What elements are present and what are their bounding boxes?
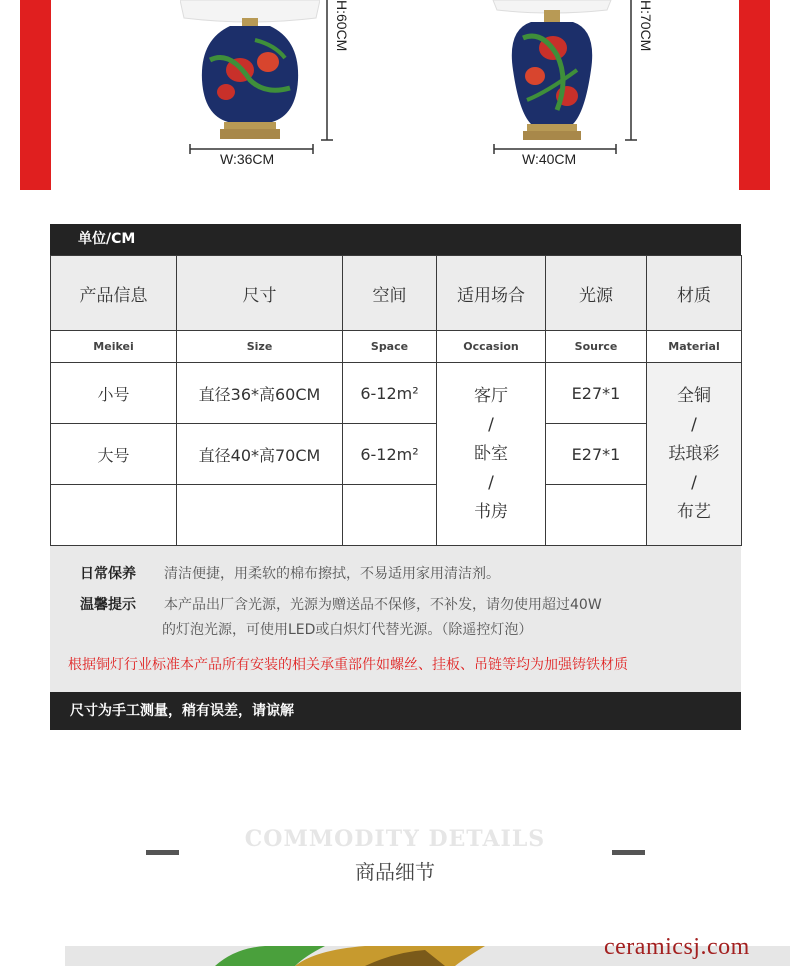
unit-header: 单位/CM	[50, 224, 741, 255]
header-row-en	[51, 331, 742, 363]
daily-care-text: 清洁便捷，用柔软的棉布擦拭，不易适用家用清洁剂。	[164, 566, 500, 582]
watermark: ceramicsj.com	[604, 934, 750, 960]
row-small-size: 直径36*高60CM	[177, 363, 343, 424]
occasion-line: 客厅	[474, 385, 508, 406]
header-material: 材质	[647, 256, 742, 331]
details-title-en: COMMODITY DETAILS	[244, 826, 546, 852]
header-occasion: 适用场合	[437, 256, 546, 331]
occasion-line: 书房	[474, 501, 508, 522]
empty-cell	[177, 485, 343, 546]
empty-cell	[546, 485, 647, 546]
tip-text-2: 的灯泡光源，可使用LED或白炽灯代替光源。（除遥控灯泡）	[162, 622, 533, 638]
product-banner	[0, 0, 790, 190]
header-source-en: Source	[546, 331, 647, 363]
header-space: 空间	[343, 256, 437, 331]
row-small-space: 6-12m²	[343, 363, 437, 424]
material-cell	[647, 363, 742, 546]
material-line: 布艺	[677, 501, 711, 522]
header-space-en: Space	[343, 331, 437, 363]
occasion-line: 卧室	[474, 443, 508, 464]
row-small-name: 小号	[51, 363, 177, 424]
table-row	[51, 363, 742, 424]
notes-panel	[50, 546, 741, 692]
table-row	[51, 424, 742, 485]
material-warning: 根据铜灯行业标准本产品所有安装的相关承重部件如螺丝、挂板、吊链等均为加强铸铁材质	[68, 657, 628, 673]
large-lamp-image	[487, 0, 617, 150]
small-width-label: W:36CM	[220, 151, 275, 167]
row-large-space: 6-12m²	[343, 424, 437, 485]
header-product-info-en: Meikei	[51, 331, 177, 363]
spec-table	[50, 255, 742, 546]
material-line: /	[691, 472, 697, 493]
occasion-line: /	[488, 472, 494, 493]
details-title-cn: 商品细节	[355, 860, 435, 884]
tip-text-1: 本产品出厂含光源，光源为赠送品不保修，不补发，请勿使用超过40W	[164, 597, 602, 613]
empty-cell	[343, 485, 437, 546]
occasion-line: /	[488, 414, 494, 435]
header-material-en: Material	[647, 331, 742, 363]
spec-table-section	[50, 224, 741, 730]
header-row-cn	[51, 256, 742, 331]
header-size: 尺寸	[177, 256, 343, 331]
small-height-dimension	[318, 0, 334, 145]
tip-note	[50, 593, 741, 618]
row-large-size: 直径40*高70CM	[177, 424, 343, 485]
daily-care-label: 日常保养	[80, 566, 136, 582]
table-row-empty	[51, 485, 742, 546]
empty-cell	[51, 485, 177, 546]
material-line: /	[691, 414, 697, 435]
measurement-disclaimer: 尺寸为手工测量，稍有误差，请谅解	[50, 692, 741, 730]
occasion-cell	[437, 363, 546, 546]
tip-label: 温馨提示	[80, 597, 136, 613]
header-product-info: 产品信息	[51, 256, 177, 331]
material-line: 全铜	[677, 385, 711, 406]
row-large-name: 大号	[51, 424, 177, 485]
large-height-label: H:70CM	[638, 0, 654, 52]
small-height-label: H:60CM	[334, 0, 350, 52]
material-line: 珐琅彩	[668, 443, 720, 464]
large-width-label: W:40CM	[522, 151, 577, 167]
header-size-en: Size	[177, 331, 343, 363]
header-source: 光源	[546, 256, 647, 331]
large-height-dimension	[622, 0, 638, 145]
right-red-bar	[739, 0, 770, 190]
row-large-source: E27*1	[546, 424, 647, 485]
header-occasion-en: Occasion	[437, 331, 546, 363]
daily-care-note	[50, 562, 741, 587]
row-small-source: E27*1	[546, 363, 647, 424]
small-lamp-image	[180, 0, 320, 150]
left-red-bar	[20, 0, 51, 190]
